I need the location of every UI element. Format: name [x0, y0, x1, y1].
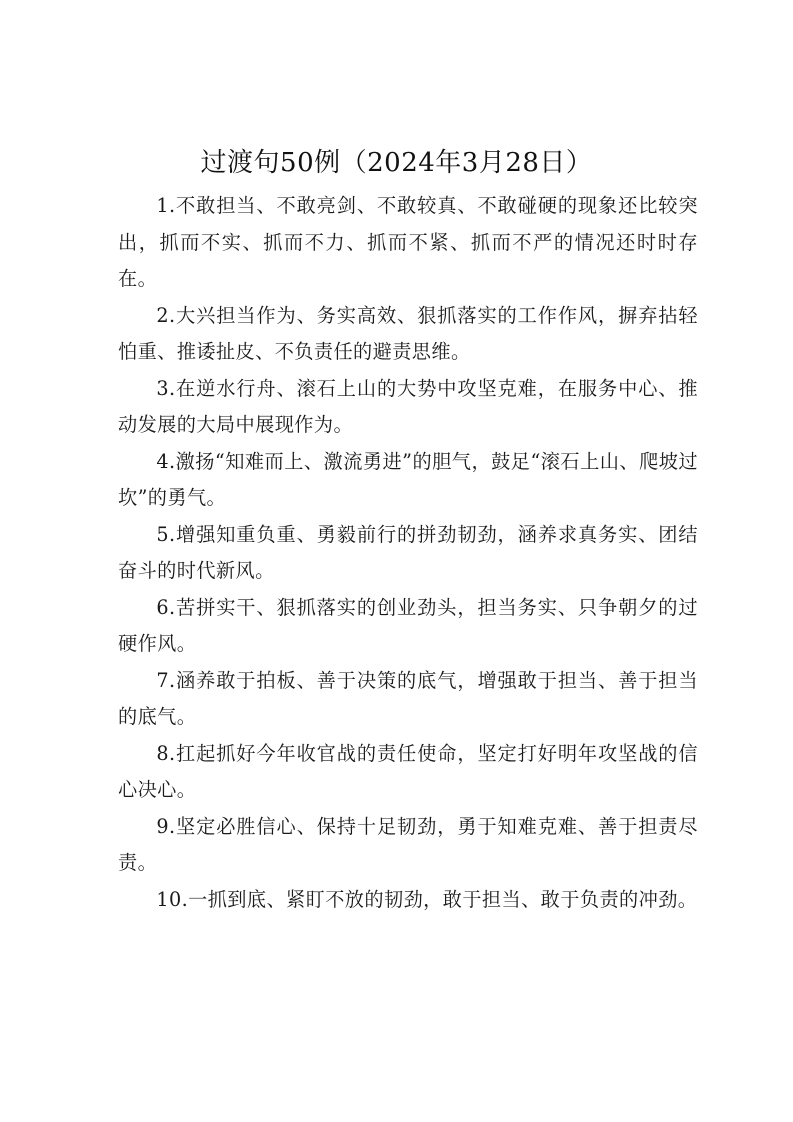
paragraph-4: 4.激扬“知难而上、激流勇进”的胆气，鼓足“滚石上山、爬坡过坎”的勇气。: [118, 449, 698, 509]
paragraph-5: 5.增强知重负重、勇毅前行的拼劲韧劲，涵养求真务实、团结奋斗的时代新风。: [118, 522, 698, 582]
paragraph-2: 2.大兴担当作为、务实高效、狠抓落实的工作作风，摒弃拈轻怕重、推诿扯皮、不负责任的避责思维。: [118, 303, 698, 363]
paragraph-9: 9.坚定必胜信心、保持十足韧劲，勇于知难克难、善于担责尽责。: [118, 814, 698, 874]
document-title: 过渡句50例（2024年3月28日）: [200, 148, 593, 178]
document-body: [118, 188, 698, 918]
paragraph-8: 8.扛起抓好今年收官战的责任使命，坚定打好明年攻坚战的信心决心。: [118, 741, 698, 801]
paragraph-3: 3.在逆水行舟、滚石上山的大势中攻坚克难，在服务中心、推动发展的大局中展现作为。: [118, 376, 698, 436]
paragraph-7: 7.涵养敢于拍板、善于决策的底气，增强敢于担当、善于担当的底气。: [118, 668, 698, 728]
paragraph-6: 6.苦拼实干、狠抓落实的创业劲头，担当务实、只争朝夕的过硬作风。: [118, 595, 698, 655]
paragraph-10: 10.一抓到底、紧盯不放的韧劲，敢于担当、敢于负责的冲劲。: [156, 887, 698, 911]
paragraph-1: 1.不敢担当、不敢亮剑、不敢较真、不敢碰硬的现象还比较突出，抓而不实、抓而不力、抓而不紧、抓而不严的情况还时时存在。: [118, 194, 698, 290]
